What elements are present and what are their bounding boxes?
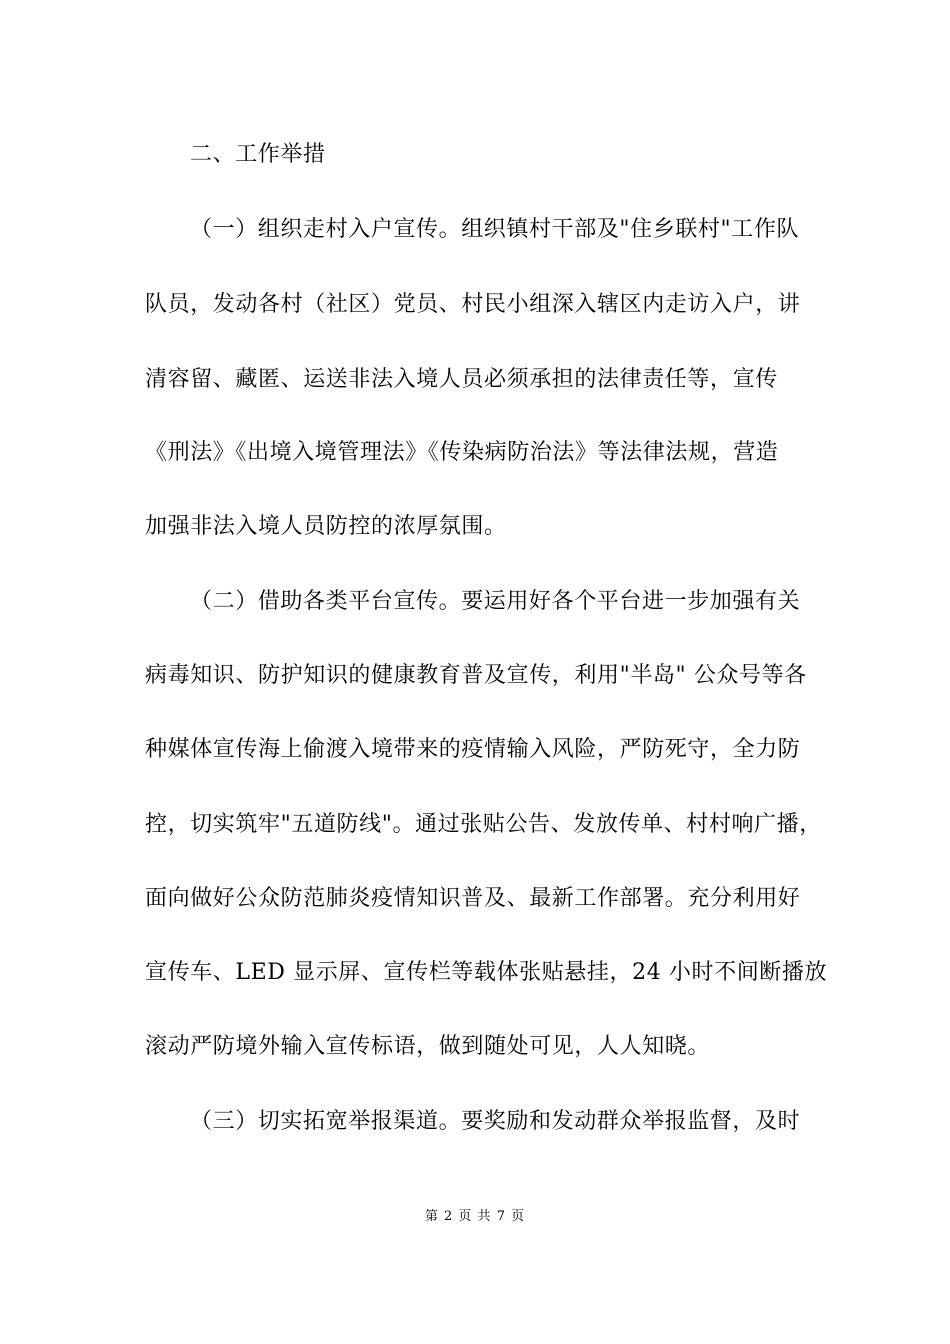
paragraph-line: 队员，发动各村（社区）党员、村民小组深入辖区内走访入户，讲: [145, 292, 801, 317]
page-indicator: 第 2 页 共 7 页: [424, 1209, 526, 1224]
paragraph-line: （二）借助各类平台宣传。要运用好各个平台进一步加强有关: [190, 589, 801, 614]
paragraph-line: 病毒知识、防护知识的健康教育普及宣传，利用"半岛" 公众号等各: [145, 663, 807, 688]
paragraph-line: （三）切实拓宽举报渠道。要奖励和发动群众举报监督，及时: [190, 1109, 801, 1134]
paragraph-line: （一）组织走村入户宣传。组织镇村干部及"住乡联村"工作队: [190, 217, 800, 242]
paragraph-line: 《刑法》《出境入境管理法》《传染病防治法》等法律法规，营造: [145, 440, 779, 465]
section-heading: 二、工作举措: [190, 142, 326, 167]
paragraph-line: 宣传车、LED 显示屏、宣传栏等载体张贴悬挂，24 小时不间断播放: [145, 960, 828, 985]
paragraph-line: 加强非法入境人员防控的浓厚氛围。: [145, 514, 507, 539]
paragraph-line: 种媒体宣传海上偷渡入境带来的疫情输入风险，严防死守，全力防: [145, 737, 801, 762]
paragraph-line: 面向做好公众防范肺炎疫情知识普及、最新工作部署。充分利用好: [145, 886, 801, 911]
paragraph-line: 清容留、藏匿、运送非法入境人员必须承担的法律责任等，宣传: [145, 367, 778, 392]
paragraph-line: 滚动严防境外输入宣传标语，做到随处可见，人人知晓。: [145, 1034, 711, 1059]
paragraph-line: 控，切实筑牢"五道防线"。通过张贴公告、发放传单、村村响广播，: [145, 812, 822, 837]
